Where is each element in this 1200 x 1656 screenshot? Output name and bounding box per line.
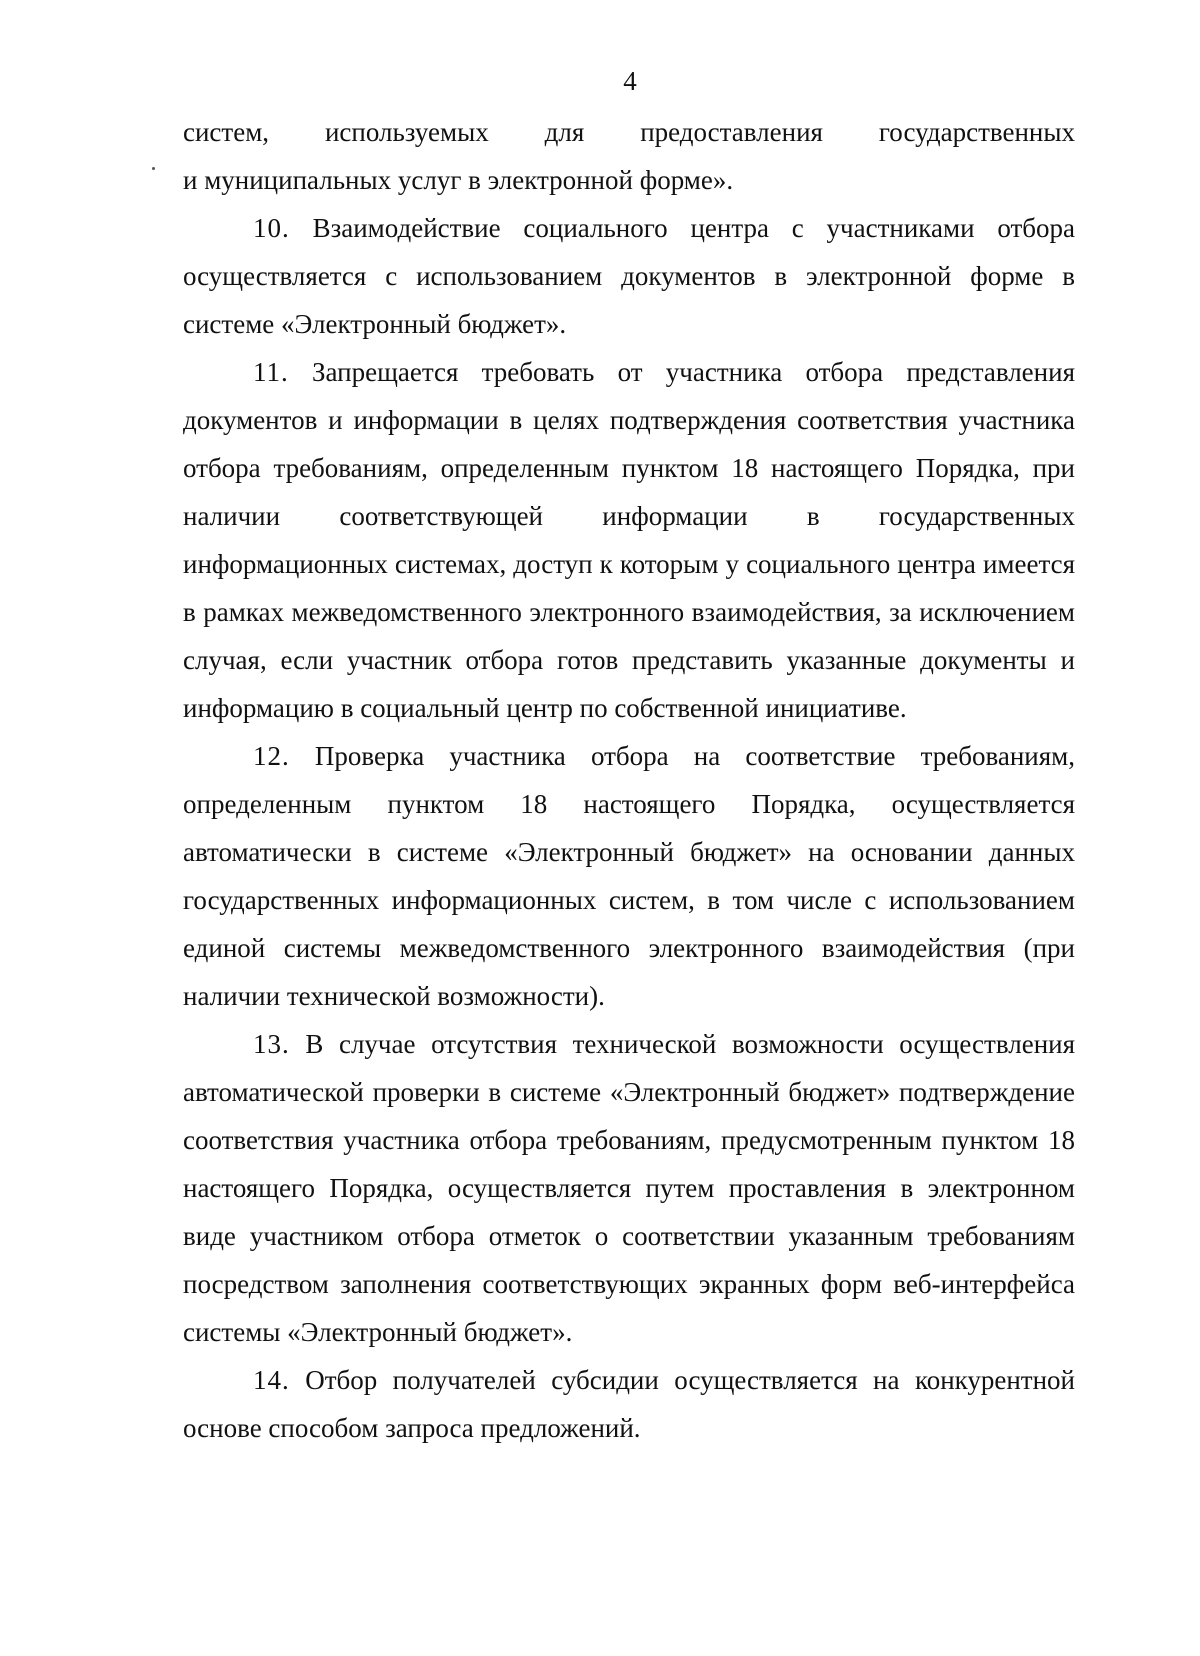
intro-line-1: систем, используемых для предоставления государственных <box>183 117 1075 147</box>
paragraph-12 <box>183 732 1075 1020</box>
intro-line-2: и муниципальных услуг в электронной форме». <box>183 165 734 195</box>
scan-artifact-dot <box>152 167 155 170</box>
paragraph-10 <box>183 204 1075 348</box>
paragraph-number: 11. <box>253 357 289 387</box>
intro-continuation <box>183 108 1075 204</box>
paragraph-number: 14. <box>253 1365 290 1395</box>
paragraph-text: Проверка участника отбора на соответствие требованиям, определенным пунктом 18 настоящего Порядка, осуществляется автоматически в системе «Электронный бюджет» на основании данных государственных информационных систем, в том числе с использованием единой системы межведомственного электронного взаимодействия (при наличии технической возможности). <box>183 741 1076 1011</box>
paragraph-text: Запрещается требовать от участника отбора представления документов и информации в целях подтверждения соответствия участника отбора требованиям, определенным пунктом 18 настоящего Порядка, при наличии соответствующей информации в государственных информационных системах, доступ к которым у социального центра имеется в рамках межведомственного электронного взаимодействия, за исключением случая, если участник отбора готов представить указанные документы и информацию в социальный центр по собственной инициативе. <box>183 357 1075 723</box>
paragraph-14 <box>183 1356 1075 1452</box>
paragraph-text: Отбор получателей субсидии осуществляется на конкурентной основе способом запроса предложений. <box>183 1365 1076 1443</box>
paragraph-text: В случае отсутствия технической возможности осуществления автоматической проверки в системе «Электронный бюджет» подтверждение соответствия участника отбора требованиям, предусмотренным пунктом 18 настоящего Порядка, осуществляется путем проставления в электронном виде участником отбора отметок о соответствии указанным требованиям посредством заполнения соответствующих экранных форм веб-интерфейса системы «Электронный бюджет». <box>183 1029 1076 1347</box>
paragraph-13 <box>183 1020 1075 1356</box>
page-number: 4 <box>623 66 637 96</box>
document-body <box>183 108 1075 1452</box>
paragraph-number: 12. <box>253 741 290 771</box>
paragraph-number: 13. <box>253 1029 290 1059</box>
paragraph-number: 10. <box>253 213 290 243</box>
paragraph-11 <box>183 348 1075 732</box>
paragraph-text: Взаимодействие социального центра с участниками отбора осуществляется с использованием документов в электронной форме в системе «Электронный бюджет». <box>183 213 1075 339</box>
